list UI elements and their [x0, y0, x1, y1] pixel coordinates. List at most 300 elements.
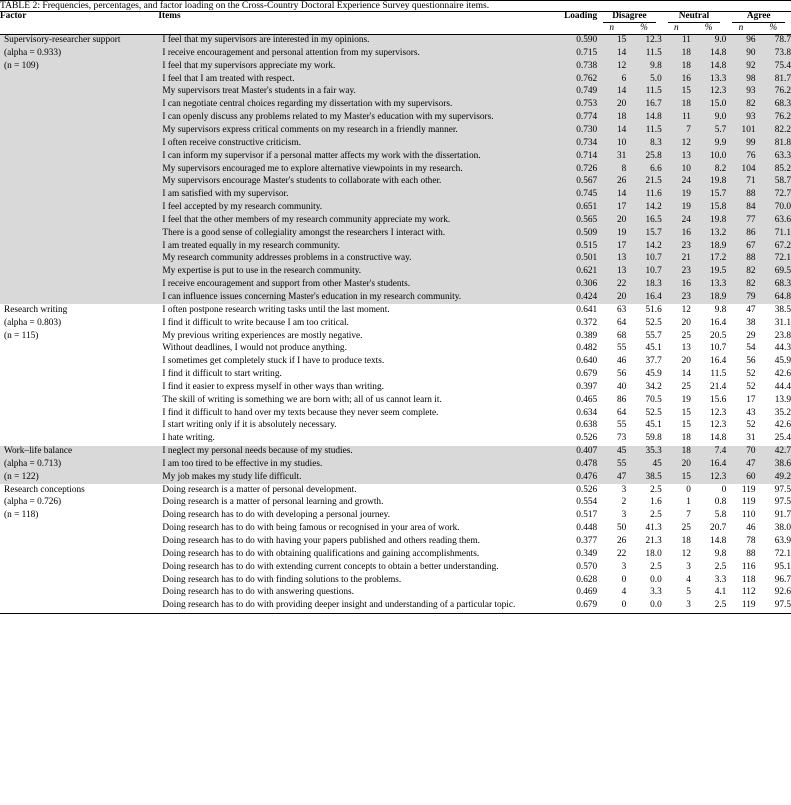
agree-n: 93 — [726, 112, 755, 125]
agree-n: 71 — [726, 176, 755, 189]
table-row — [0, 34, 791, 47]
loading-value: 0.774 — [550, 112, 597, 125]
disagree-n: 64 — [617, 317, 627, 328]
item-text: I feel that my supervisors appreciate my work. — [158, 60, 550, 73]
neutral-n: 4 — [686, 574, 691, 585]
table-row — [0, 561, 791, 574]
agree-pct: 97.5 — [774, 484, 791, 495]
loading-value: 0.621 — [550, 266, 597, 279]
disagree-n: 14 — [597, 86, 626, 99]
agree-pct: 92.6 — [774, 587, 791, 598]
agree-pct: 85.2 — [756, 163, 791, 176]
neutral-n: 20 — [662, 458, 691, 471]
factor-cell — [0, 214, 158, 227]
agree-pct: 35.2 — [774, 407, 791, 418]
factor-name: Supervisory-researcher support — [4, 35, 121, 46]
disagree-n: 26 — [617, 536, 627, 547]
factor-alpha: (alpha = 0.803) — [4, 317, 62, 328]
agree-pct: 70.0 — [756, 202, 791, 215]
item-text: The skill of writing is something we are born with; all of us cannot learn it. — [162, 394, 442, 405]
item-text: I feel that my supervisors are interested in my opinions. — [158, 34, 550, 47]
item-text: Doing research has to do with being famous or recognised in your area of work. — [162, 523, 460, 534]
disagree-n: 6 — [597, 73, 626, 86]
item-text: My research community addresses problems in a constructive way. — [158, 253, 550, 266]
table-row — [0, 124, 791, 137]
agree-n: 88 — [726, 253, 755, 266]
disagree-pct: 45.1 — [645, 343, 662, 354]
loading-value: 0.389 — [576, 330, 598, 341]
neutral-n: 7 — [662, 124, 691, 137]
agree-pct: 49.2 — [756, 471, 791, 484]
factor-name: Research writing — [4, 304, 68, 315]
item-text: Doing research has to do with obtaining qualifications and gaining accomplishments. — [162, 548, 480, 559]
agree-pct: 42.6 — [774, 369, 791, 380]
neutral-pct: 9.0 — [691, 34, 726, 47]
item-text: I can influence issues concerning Master's education in my research community. — [158, 291, 550, 304]
disagree-n: 14 — [597, 189, 626, 202]
neutral-n: 1 — [686, 497, 691, 508]
loading-value: 0.349 — [576, 548, 598, 559]
disagree-n: 3 — [621, 510, 627, 521]
agree-pct: 72.7 — [756, 189, 791, 202]
factor-sample-size: (n = 109) — [4, 60, 39, 71]
disagree-n: 63 — [617, 304, 627, 315]
agree-pct: 68.3 — [756, 279, 791, 292]
table-row — [0, 240, 791, 253]
table-row — [0, 253, 791, 266]
agree-pct: 38.6 — [756, 458, 791, 471]
disagree-pct: 14.8 — [626, 112, 661, 125]
agree-pct: 72.1 — [756, 253, 791, 266]
agree-pct: 63.3 — [756, 150, 791, 163]
agree-n: 90 — [726, 47, 755, 60]
factor-cell — [0, 86, 158, 99]
table-row — [0, 176, 791, 189]
neutral-n: 19 — [662, 202, 691, 215]
disagree-n: 13 — [597, 266, 626, 279]
agree-pct: 81.8 — [756, 137, 791, 150]
disagree-n: 0 — [621, 600, 627, 611]
neutral-pct: 18.9 — [691, 240, 726, 253]
disagree-pct: 14.2 — [626, 202, 661, 215]
neutral-pct: 9.0 — [691, 112, 726, 125]
loading-value: 0.424 — [550, 291, 597, 304]
factor-alpha: (alpha = 0.713) — [4, 458, 62, 469]
agree-pct: 38.0 — [774, 523, 791, 534]
neutral-n: 11 — [662, 34, 691, 47]
neutral-n: 21 — [662, 253, 691, 266]
header-row-primary — [0, 12, 791, 24]
neutral-n: 23 — [662, 240, 691, 253]
table-row — [0, 73, 791, 86]
column-header-disagree: Disagree — [597, 12, 662, 24]
disagree-n: 22 — [617, 548, 627, 559]
disagree-pct: 52.5 — [645, 407, 662, 418]
loading-value: 0.641 — [576, 304, 598, 315]
item-text: I start writing only if it is absolutely necessary. — [162, 420, 337, 431]
agree-pct: 73.8 — [756, 47, 791, 60]
disagree-pct: 15.7 — [626, 227, 661, 240]
factor-cell — [0, 356, 158, 369]
disagree-pct: 55.7 — [645, 330, 662, 341]
agree-pct: 42.6 — [774, 420, 791, 431]
neutral-pct: 19.5 — [691, 266, 726, 279]
table-row — [0, 587, 791, 600]
disagree-pct: 11.6 — [626, 189, 661, 202]
loading-value: 0.397 — [576, 381, 598, 392]
agree-n: 54 — [746, 343, 756, 354]
agree-n: 77 — [726, 214, 755, 227]
loading-value: 0.726 — [550, 163, 597, 176]
agree-pct: 97.5 — [774, 497, 791, 508]
factor-cell — [0, 497, 158, 510]
disagree-pct: 38.5 — [626, 471, 661, 484]
neutral-n: 19 — [681, 394, 691, 405]
neutral-pct: 20.5 — [710, 330, 727, 341]
disagree-pct: 6.6 — [626, 163, 661, 176]
table-row — [0, 484, 791, 497]
disagree-pct: 45.1 — [645, 420, 662, 431]
agree-n: 76 — [726, 150, 755, 163]
factor-cell — [0, 124, 158, 137]
loading-value: 0.715 — [550, 47, 597, 60]
factor-cell — [0, 420, 158, 433]
loading-value: 0.738 — [550, 60, 597, 73]
disagree-pct: 25.8 — [626, 150, 661, 163]
disagree-n: 4 — [621, 587, 627, 598]
loading-value: 0.476 — [550, 471, 597, 484]
disagree-pct: 21.3 — [645, 536, 662, 547]
item-text: I receive encouragement and personal attention from my supervisors. — [158, 47, 550, 60]
neutral-pct: 0.8 — [714, 497, 727, 508]
neutral-n: 20 — [681, 317, 691, 328]
disagree-pct: 0.0 — [650, 574, 662, 585]
table-row — [0, 471, 791, 484]
header-row-secondary — [0, 24, 791, 34]
disagree-pct: 21.5 — [626, 176, 661, 189]
item-text: I feel accepted by my research community. — [158, 202, 550, 215]
agree-pct: 68.3 — [756, 99, 791, 112]
agree-pct: 42.7 — [756, 446, 791, 459]
factor-cell — [0, 484, 158, 497]
agree-pct: 31.1 — [774, 317, 791, 328]
item-text: I find it easier to express myself in other ways than writing. — [162, 381, 384, 392]
agree-n: 67 — [726, 240, 755, 253]
disagree-pct: 0.0 — [650, 600, 662, 611]
agree-pct: 58.7 — [756, 176, 791, 189]
column-header-factor: Factor — [0, 11, 27, 22]
item-text: I find it difficult to write because I am too critical. — [162, 317, 349, 328]
disagree-n: 10 — [597, 137, 626, 150]
factor-cell — [0, 535, 158, 548]
column-header-neutral-pct: % — [691, 24, 726, 34]
factor-cell — [0, 343, 158, 356]
neutral-pct: 14.8 — [691, 47, 726, 60]
item-text: I can openly discuss any problems related to my Master's education with my supervisors. — [158, 112, 550, 125]
item-text: My supervisors express critical comments on my research in a friendly manner. — [158, 124, 550, 137]
loading-value: 0.634 — [576, 407, 598, 418]
factor-cell — [0, 574, 158, 587]
loading-value: 0.515 — [550, 240, 597, 253]
disagree-n: 19 — [597, 227, 626, 240]
neutral-pct: 12.3 — [710, 407, 727, 418]
factor-cell — [0, 561, 158, 574]
disagree-n: 22 — [597, 279, 626, 292]
agree-pct: 45.9 — [774, 356, 791, 367]
disagree-n: 2 — [621, 497, 627, 508]
item-text: I sometimes get completely stuck if I have to produce texts. — [162, 356, 385, 367]
loading-value: 0.306 — [550, 279, 597, 292]
neutral-n: 23 — [662, 291, 691, 304]
agree-n: 88 — [746, 548, 756, 559]
neutral-pct: 3.3 — [714, 574, 727, 585]
table-row — [0, 227, 791, 240]
disagree-pct: 16.7 — [626, 99, 661, 112]
neutral-n: 18 — [662, 60, 691, 73]
item-text: I receive encouragement and support from other Master's students. — [158, 279, 550, 292]
factor-cell — [0, 587, 158, 600]
neutral-pct: 19.8 — [691, 176, 726, 189]
table-row — [0, 137, 791, 150]
agree-n: 78 — [746, 536, 756, 547]
item-text: Doing research has to do with answering questions. — [162, 587, 354, 598]
table-row — [0, 510, 791, 523]
agree-n: 60 — [726, 471, 755, 484]
disagree-n: 0 — [621, 574, 627, 585]
disagree-pct: 9.8 — [626, 60, 661, 73]
agree-n: 43 — [746, 407, 756, 418]
factor-cell — [0, 433, 158, 446]
item-text: I can negotiate central choices regarding my dissertation with my supervisors. — [158, 99, 550, 112]
neutral-pct: 9.9 — [691, 137, 726, 150]
neutral-n: 18 — [662, 47, 691, 60]
loading-value: 0.749 — [550, 86, 597, 99]
agree-n: 118 — [741, 574, 756, 585]
disagree-n: 3 — [621, 561, 627, 572]
loading-value: 0.448 — [576, 523, 598, 534]
agree-pct: 69.5 — [756, 266, 791, 279]
loading-value: 0.377 — [576, 536, 598, 547]
factor-cell — [0, 394, 158, 407]
neutral-pct: 12.3 — [710, 420, 727, 431]
factor-cell — [0, 34, 158, 47]
item-text: My supervisors treat Master's students in a fair way. — [158, 86, 550, 99]
factor-cell — [0, 407, 158, 420]
agree-pct: 13.9 — [774, 394, 791, 405]
agree-n: 82 — [726, 266, 755, 279]
disagree-pct: 8.3 — [626, 137, 661, 150]
neutral-n: 20 — [681, 356, 691, 367]
disagree-pct: 16.4 — [626, 291, 661, 304]
table-row — [0, 420, 791, 433]
item-text: I neglect my personal needs because of my studies. — [158, 446, 550, 459]
agree-pct: 78.7 — [756, 34, 791, 47]
factor-cell — [0, 548, 158, 561]
table-row — [0, 394, 791, 407]
agree-n: 119 — [741, 497, 756, 508]
table-row — [0, 266, 791, 279]
column-header-disagree-n: n — [597, 24, 626, 34]
disagree-n: 12 — [597, 60, 626, 73]
neutral-n: 11 — [662, 112, 691, 125]
disagree-n: 20 — [597, 99, 626, 112]
factor-cell — [0, 240, 158, 253]
item-text: Doing research has to do with extending current concepts to obtain a better understanding. — [162, 561, 499, 572]
factor-cell — [0, 458, 158, 471]
neutral-pct: 11.5 — [710, 369, 727, 380]
agree-pct: 64.8 — [756, 291, 791, 304]
column-header-neutral: Neutral — [662, 12, 727, 24]
agree-pct: 44.4 — [774, 381, 791, 392]
agree-n: 46 — [746, 523, 756, 534]
agree-n: 99 — [726, 137, 755, 150]
header-spacer-loading — [550, 24, 597, 34]
item-text: My supervisors encourage Master's students to collaborate with each other. — [158, 176, 550, 189]
loading-value: 0.762 — [550, 73, 597, 86]
agree-n: 29 — [746, 330, 756, 341]
item-text: I am satisfied with my supervisor. — [158, 189, 550, 202]
agree-n: 93 — [726, 86, 755, 99]
table-row — [0, 535, 791, 548]
loading-value: 0.638 — [576, 420, 598, 431]
disagree-n: 18 — [597, 112, 626, 125]
item-text: Without deadlines, I would not produce anything. — [162, 343, 347, 354]
disagree-n: 55 — [617, 343, 627, 354]
table-row — [0, 523, 791, 536]
loading-value: 0.679 — [576, 600, 598, 611]
agree-pct: 63.9 — [774, 536, 791, 547]
disagree-pct: 37.7 — [645, 356, 662, 367]
factor-cell — [0, 112, 158, 125]
neutral-n: 7 — [686, 510, 691, 521]
neutral-n: 15 — [681, 420, 691, 431]
neutral-n: 19 — [662, 189, 691, 202]
neutral-pct: 13.3 — [691, 73, 726, 86]
disagree-n: 55 — [597, 458, 626, 471]
disagree-pct: 70.5 — [645, 394, 662, 405]
disagree-pct: 11.5 — [626, 86, 661, 99]
factor-cell — [0, 291, 158, 304]
neutral-pct: 14.8 — [691, 60, 726, 73]
table-row — [0, 86, 791, 99]
neutral-pct: 9.8 — [714, 304, 727, 315]
table-row — [0, 279, 791, 292]
factor-alpha: (alpha = 0.933) — [4, 47, 62, 58]
item-text: Doing research has to do with having your papers published and others reading them. — [162, 536, 480, 547]
factor-cell — [0, 446, 158, 459]
column-header-agree-pct: % — [756, 24, 791, 34]
loading-value: 0.465 — [576, 394, 598, 405]
agree-n: 112 — [741, 587, 756, 598]
agree-n: 38 — [746, 317, 756, 328]
agree-n: 70 — [726, 446, 755, 459]
loading-value: 0.651 — [550, 202, 597, 215]
factor-cell — [0, 304, 158, 317]
neutral-n: 12 — [681, 548, 691, 559]
item-text: Doing research has to do with providing deeper insight and understanding of a particular topic. — [162, 600, 516, 611]
agree-pct: 25.4 — [774, 433, 791, 444]
item-text: My job makes my study life difficult. — [158, 471, 550, 484]
neutral-n: 14 — [681, 369, 691, 380]
neutral-pct: 10.7 — [710, 343, 727, 354]
table-row — [0, 99, 791, 112]
agree-n: 88 — [726, 189, 755, 202]
factor-name: Research conceptions — [4, 484, 85, 495]
neutral-n: 25 — [681, 381, 691, 392]
neutral-pct: 0 — [721, 484, 727, 495]
neutral-pct: 20.7 — [710, 523, 727, 534]
agree-n: 96 — [726, 34, 755, 47]
agree-n: 84 — [726, 202, 755, 215]
agree-n: 116 — [741, 561, 756, 572]
agree-n: 17 — [746, 394, 756, 405]
neutral-n: 24 — [662, 176, 691, 189]
neutral-n: 3 — [686, 561, 691, 572]
agree-pct: 67.2 — [756, 240, 791, 253]
agree-n: 92 — [726, 60, 755, 73]
table-row — [0, 433, 791, 446]
table-row — [0, 214, 791, 227]
disagree-pct: 14.2 — [626, 240, 661, 253]
neutral-pct: 13.2 — [691, 227, 726, 240]
loading-value: 0.482 — [576, 343, 598, 354]
agree-n: 52 — [746, 381, 756, 392]
factor-cell — [0, 163, 158, 176]
agree-n: 104 — [726, 163, 755, 176]
neutral-n: 18 — [681, 536, 691, 547]
table-row — [0, 291, 791, 304]
factor-cell — [0, 523, 158, 536]
column-header-agree-n: n — [726, 24, 755, 34]
neutral-pct: 16.4 — [710, 317, 727, 328]
agree-n: 82 — [726, 99, 755, 112]
agree-pct: 75.4 — [756, 60, 791, 73]
loading-value: 0.469 — [576, 587, 598, 598]
table-row — [0, 163, 791, 176]
item-text: I find it difficult to hand over my texts because they never seem complete. — [162, 407, 439, 418]
agree-pct: 76.2 — [756, 86, 791, 99]
table-row — [0, 497, 791, 510]
neutral-n: 10 — [662, 163, 691, 176]
item-text: I hate writing. — [162, 433, 215, 444]
loading-value: 0.407 — [550, 446, 597, 459]
factor-cell — [0, 47, 158, 60]
disagree-pct: 5.0 — [626, 73, 661, 86]
agree-pct: 23.8 — [774, 330, 791, 341]
disagree-n: 20 — [597, 291, 626, 304]
item-text: My previous writing experiences are mostly negative. — [162, 330, 363, 341]
agree-pct: 63.6 — [756, 214, 791, 227]
table-row — [0, 112, 791, 125]
agree-n: 47 — [746, 304, 756, 315]
disagree-pct: 45 — [626, 458, 661, 471]
neutral-pct: 15.6 — [710, 394, 727, 405]
table-row — [0, 446, 791, 459]
disagree-pct: 45.9 — [645, 369, 662, 380]
table-row — [0, 458, 791, 471]
loading-value: 0.628 — [576, 574, 598, 585]
disagree-n: 26 — [597, 176, 626, 189]
agree-n: 119 — [741, 484, 756, 495]
table-row — [0, 330, 791, 343]
item-text: I find it difficult to start writing. — [162, 369, 282, 380]
disagree-pct: 12.3 — [626, 34, 661, 47]
neutral-pct: 2.5 — [714, 561, 727, 572]
loading-value: 0.753 — [550, 99, 597, 112]
neutral-n: 18 — [662, 99, 691, 112]
loading-value: 0.745 — [550, 189, 597, 202]
loading-value: 0.478 — [550, 458, 597, 471]
